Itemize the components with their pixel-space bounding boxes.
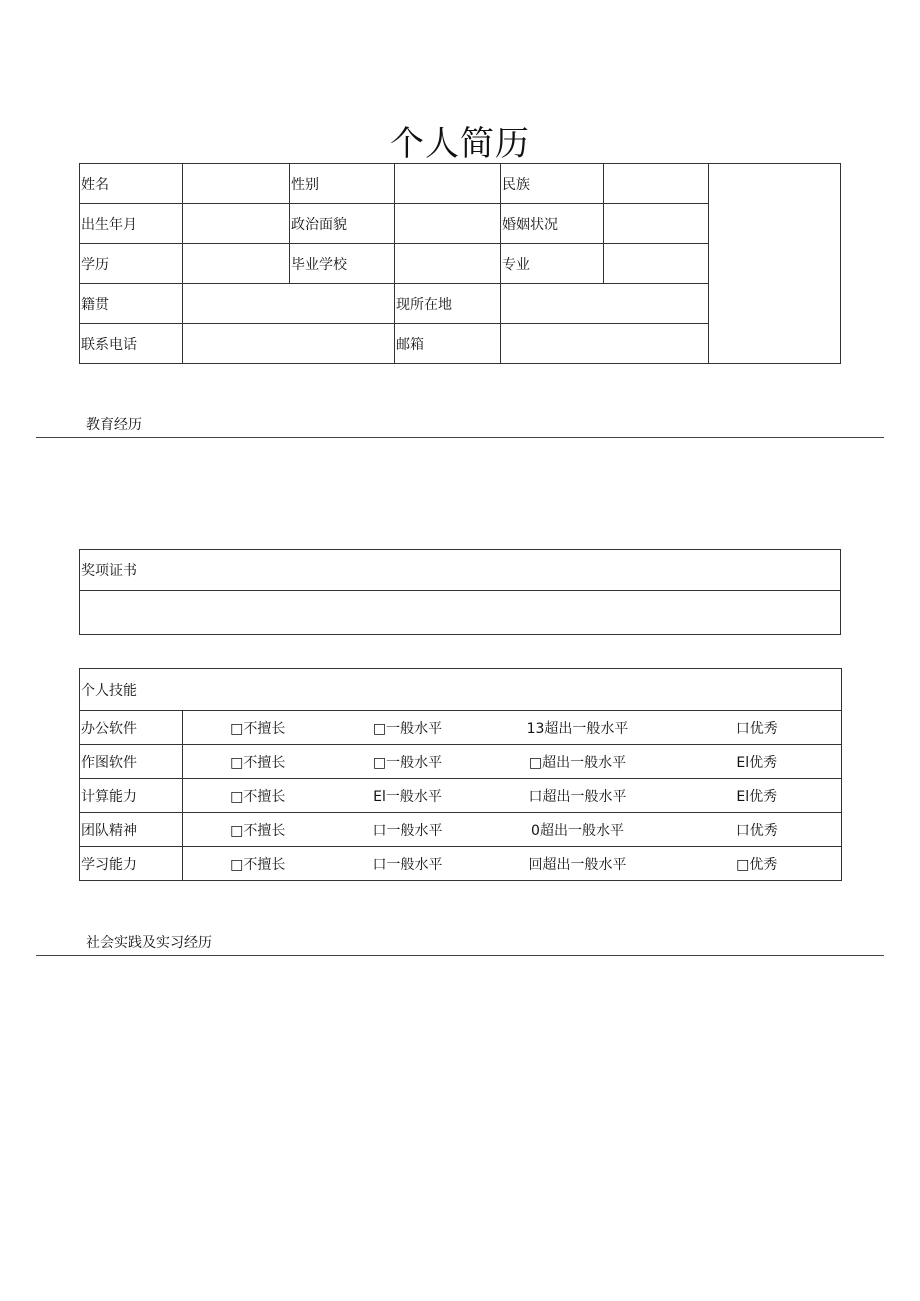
political-field[interactable] <box>395 204 501 244</box>
skill-option-average[interactable]: □一般水平 <box>333 745 483 779</box>
skill-option-average[interactable]: El一般水平 <box>333 779 483 813</box>
name-field[interactable] <box>183 164 290 204</box>
phone-label: 联系电话 <box>80 324 183 364</box>
skill-option-above-average[interactable]: 13超出一般水平 <box>483 711 673 745</box>
education-section-header <box>36 400 884 438</box>
skill-category: 学习能力 <box>80 847 183 881</box>
marital-field[interactable] <box>604 204 709 244</box>
skill-category: 计算能力 <box>80 779 183 813</box>
skill-option-average[interactable]: 口一般水平 <box>333 813 483 847</box>
skill-option-average[interactable]: 口一般水平 <box>333 847 483 881</box>
email-label: 邮箱 <box>395 324 501 364</box>
skill-option-not-good[interactable]: □不擅长 <box>183 745 333 779</box>
ethnicity-label: 民族 <box>501 164 604 204</box>
school-field[interactable] <box>395 244 501 284</box>
birth-label: 出生年月 <box>80 204 183 244</box>
major-label: 专业 <box>501 244 604 284</box>
skill-row-office <box>80 711 842 745</box>
gender-field[interactable] <box>395 164 501 204</box>
skill-option-excellent[interactable]: El优秀 <box>673 779 842 813</box>
practice-section-title: 社会实践及实习经历 <box>86 935 212 951</box>
phone-field[interactable] <box>183 324 395 364</box>
political-label: 政治面貌 <box>290 204 395 244</box>
birth-field[interactable] <box>183 204 290 244</box>
skill-option-excellent[interactable]: El优秀 <box>673 745 842 779</box>
native-field[interactable] <box>183 284 395 324</box>
skill-option-not-good[interactable]: □不擅长 <box>183 813 333 847</box>
skill-row-teamwork <box>80 813 842 847</box>
awards-table <box>79 549 841 635</box>
email-field[interactable] <box>501 324 709 364</box>
skill-option-excellent[interactable]: 口优秀 <box>673 813 842 847</box>
ethnicity-field[interactable] <box>604 164 709 204</box>
education-label: 学历 <box>80 244 183 284</box>
photo-area[interactable] <box>709 164 841 364</box>
skill-row-drawing <box>80 745 842 779</box>
skill-option-not-good[interactable]: □不擅长 <box>183 711 333 745</box>
personal-info-table <box>79 163 841 364</box>
major-field[interactable] <box>604 244 709 284</box>
education-field[interactable] <box>183 244 290 284</box>
marital-label: 婚姻状况 <box>501 204 604 244</box>
skill-row-learning <box>80 847 842 881</box>
skill-option-not-good[interactable]: □不擅长 <box>183 847 333 881</box>
skill-option-excellent[interactable]: □优秀 <box>673 847 842 881</box>
skill-option-above-average[interactable]: 0超出一般水平 <box>483 813 673 847</box>
gender-label: 性别 <box>290 164 395 204</box>
skill-option-above-average[interactable]: 口超出一般水平 <box>483 779 673 813</box>
name-label: 姓名 <box>80 164 183 204</box>
school-label: 毕业学校 <box>290 244 395 284</box>
education-section-title: 教育经历 <box>86 417 142 433</box>
skill-row-computing <box>80 779 842 813</box>
skill-option-not-good[interactable]: □不擅长 <box>183 779 333 813</box>
native-label: 籍贯 <box>80 284 183 324</box>
awards-content-field[interactable] <box>80 591 841 635</box>
page-title: 个人简历 <box>390 124 530 164</box>
skills-header: 个人技能 <box>80 669 842 711</box>
skill-category: 办公软件 <box>80 711 183 745</box>
skill-option-above-average[interactable]: □超出一般水平 <box>483 745 673 779</box>
location-label: 现所在地 <box>395 284 501 324</box>
skill-option-above-average[interactable]: 回超出一般水平 <box>483 847 673 881</box>
skill-option-average[interactable]: □一般水平 <box>333 711 483 745</box>
skill-category: 团队精神 <box>80 813 183 847</box>
skills-table <box>79 668 842 881</box>
skill-category: 作图软件 <box>80 745 183 779</box>
awards-header: 奖项证书 <box>80 550 841 591</box>
skill-option-excellent[interactable]: 口优秀 <box>673 711 842 745</box>
practice-section-header <box>36 918 884 956</box>
location-field[interactable] <box>501 284 709 324</box>
